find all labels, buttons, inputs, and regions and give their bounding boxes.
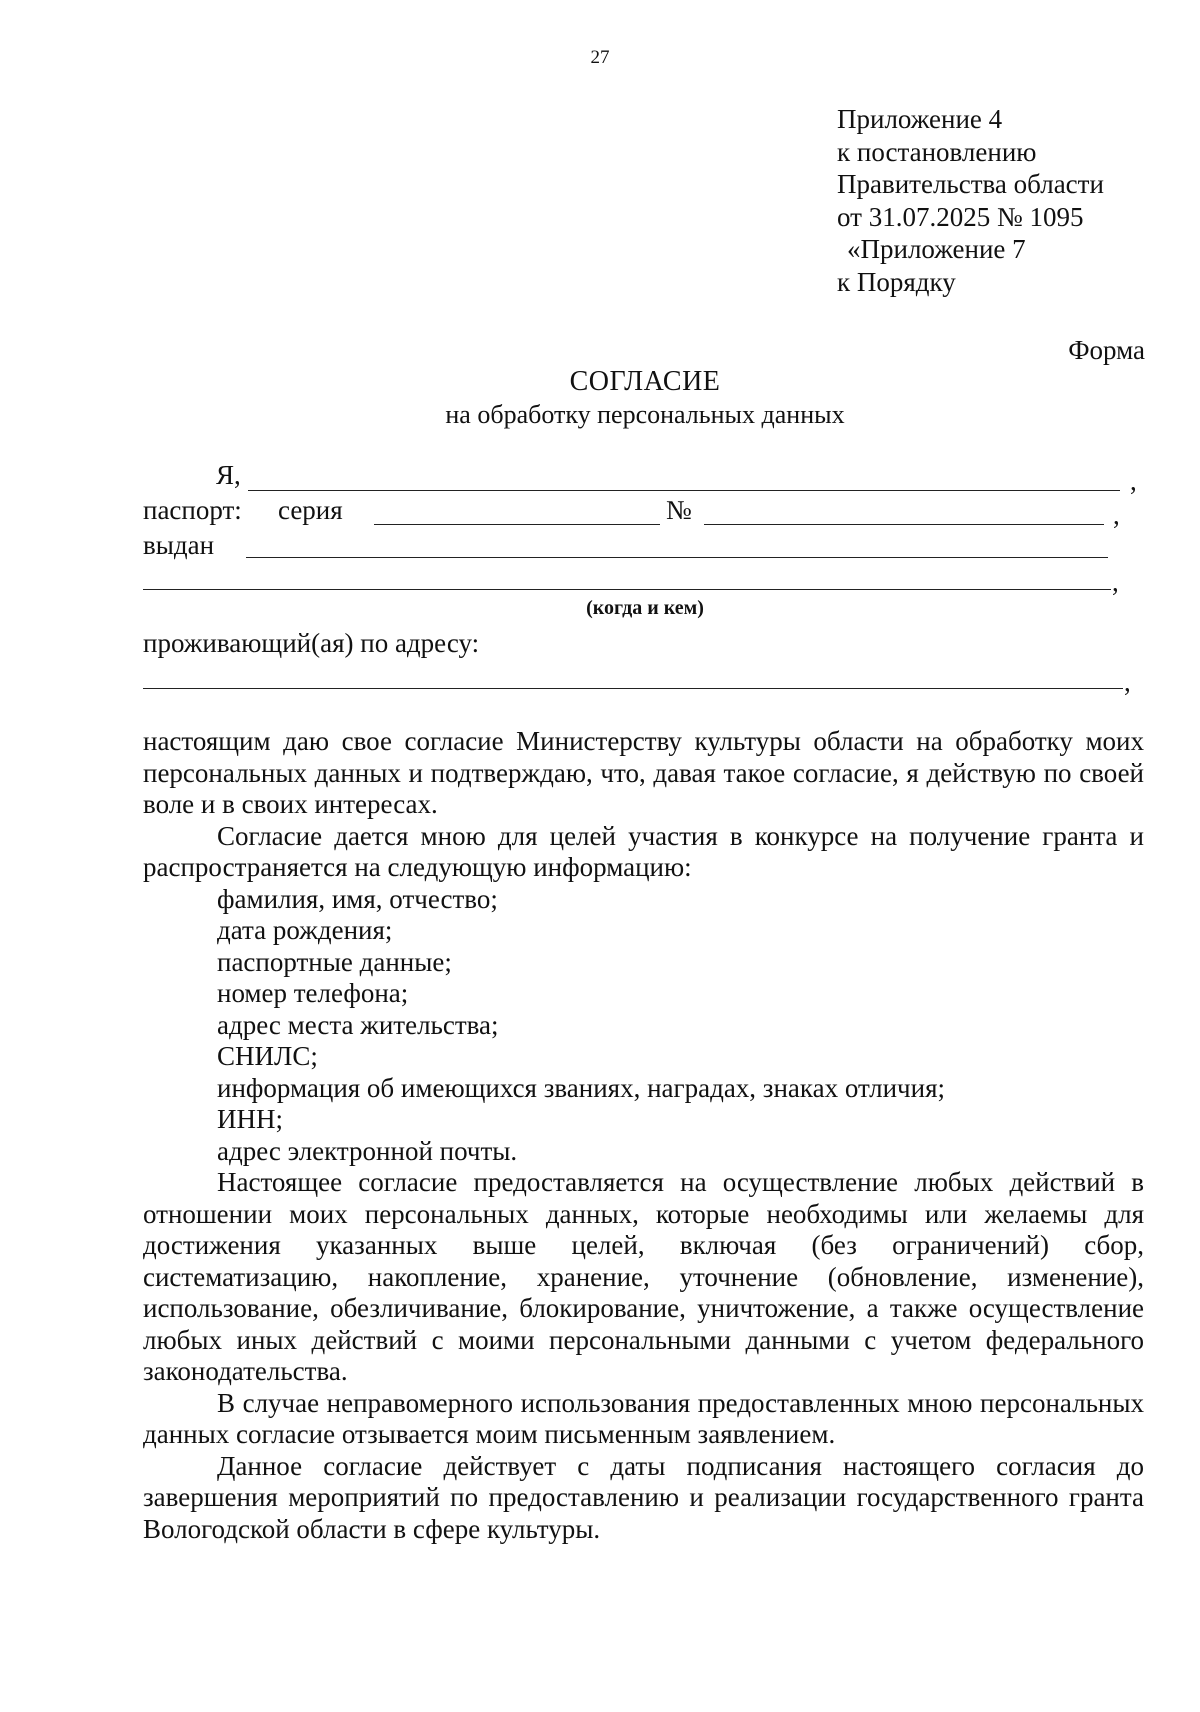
comma-mark: , — [1130, 466, 1137, 496]
revocation-paragraph: В случае неправомерного использования предоставленных мною персональных данных согласие отзывается моим письменным заявлением. — [143, 1387, 1144, 1449]
i-label: Я, — [216, 460, 241, 490]
passport-number-blank-line[interactable] — [704, 524, 1104, 525]
issued-blank-line[interactable] — [246, 557, 1108, 558]
issued-blank-line-2[interactable] — [143, 589, 1111, 590]
appendix-line: от 31.07.2025 № 1095 — [837, 201, 1084, 232]
actions-paragraph: Настоящее согласие предоставляется на осуществление любых действий в отношении моих персональных данных, которые необходимы или желаемы для достижения указанных выше целей, включая (без ограничений) сбор, систематизацию, накопление, хранение, уточнение (обновление, изменение), использование, обезличивание, блокирование, уничтожение, а также осуществление любых иных действий с моими персональными данными с учетом федерального законодательства. — [143, 1167, 1144, 1386]
list-item: фамилия, имя, отчество; — [217, 883, 498, 914]
list-item: номер телефона; — [217, 978, 409, 1008]
comma-mark: , — [1112, 567, 1119, 597]
appendix-line: к Порядку — [837, 266, 956, 297]
address-blank-line[interactable] — [143, 688, 1123, 689]
list-item: информация об имеющихся званиях, наградах, знаках отличия; — [217, 1072, 945, 1103]
appendix-line: Приложение 4 — [837, 104, 1003, 134]
list-item: СНИЛС; — [217, 1041, 318, 1071]
form-label: Форма — [1068, 335, 1145, 365]
list-item: дата рождения; — [217, 915, 393, 945]
appendix-line: «Приложение 7 — [847, 234, 1026, 264]
appendix-line: Правительства области — [837, 169, 1104, 199]
appendix-header — [837, 103, 1104, 298]
series-label: серия — [278, 495, 343, 525]
passport-series-blank-line[interactable] — [374, 524, 660, 525]
document-title: СОГЛАСИЕ — [569, 366, 721, 397]
intro-paragraph: настоящим даю свое согласие Министерству культуры области на обработку моих персональных данных и подтверждаю, что, давая такое согласие, я действую по своей воле и в своих интересах. — [143, 726, 1144, 819]
number-label: № — [666, 495, 692, 525]
list-item: ИНН; — [217, 1104, 283, 1134]
list-item: адрес электронной почты. — [217, 1135, 518, 1166]
page-number: 27 — [590, 47, 610, 68]
document-subtitle: на обработку персональных данных — [445, 400, 845, 429]
issued-hint: (когда и кем) — [586, 597, 704, 619]
validity-paragraph: Данное согласие действует с даты подписания настоящего согласия до завершения мероприятий по предоставлению и реализации государственного гранта Вологодской области в сфере культуры. — [143, 1450, 1144, 1544]
purpose-paragraph: Согласие дается мною для целей участия в конкурсе на получение гранта и распространяется на следующую информацию: — [143, 820, 1144, 882]
issued-label: выдан — [143, 530, 215, 560]
passport-label: паспорт: — [143, 495, 242, 525]
list-item: адрес места жительства; — [217, 1009, 499, 1040]
full-name-blank-line[interactable] — [248, 490, 1120, 491]
appendix-line: к постановлению — [837, 136, 1037, 167]
comma-mark: , — [1113, 500, 1120, 530]
consent-body — [143, 726, 1144, 1545]
personal-data-list — [143, 884, 1144, 1168]
comma-mark: , — [1124, 667, 1131, 697]
list-item: паспортные данные; — [217, 946, 452, 977]
address-label: проживающий(ая) по адресу: — [143, 628, 480, 658]
